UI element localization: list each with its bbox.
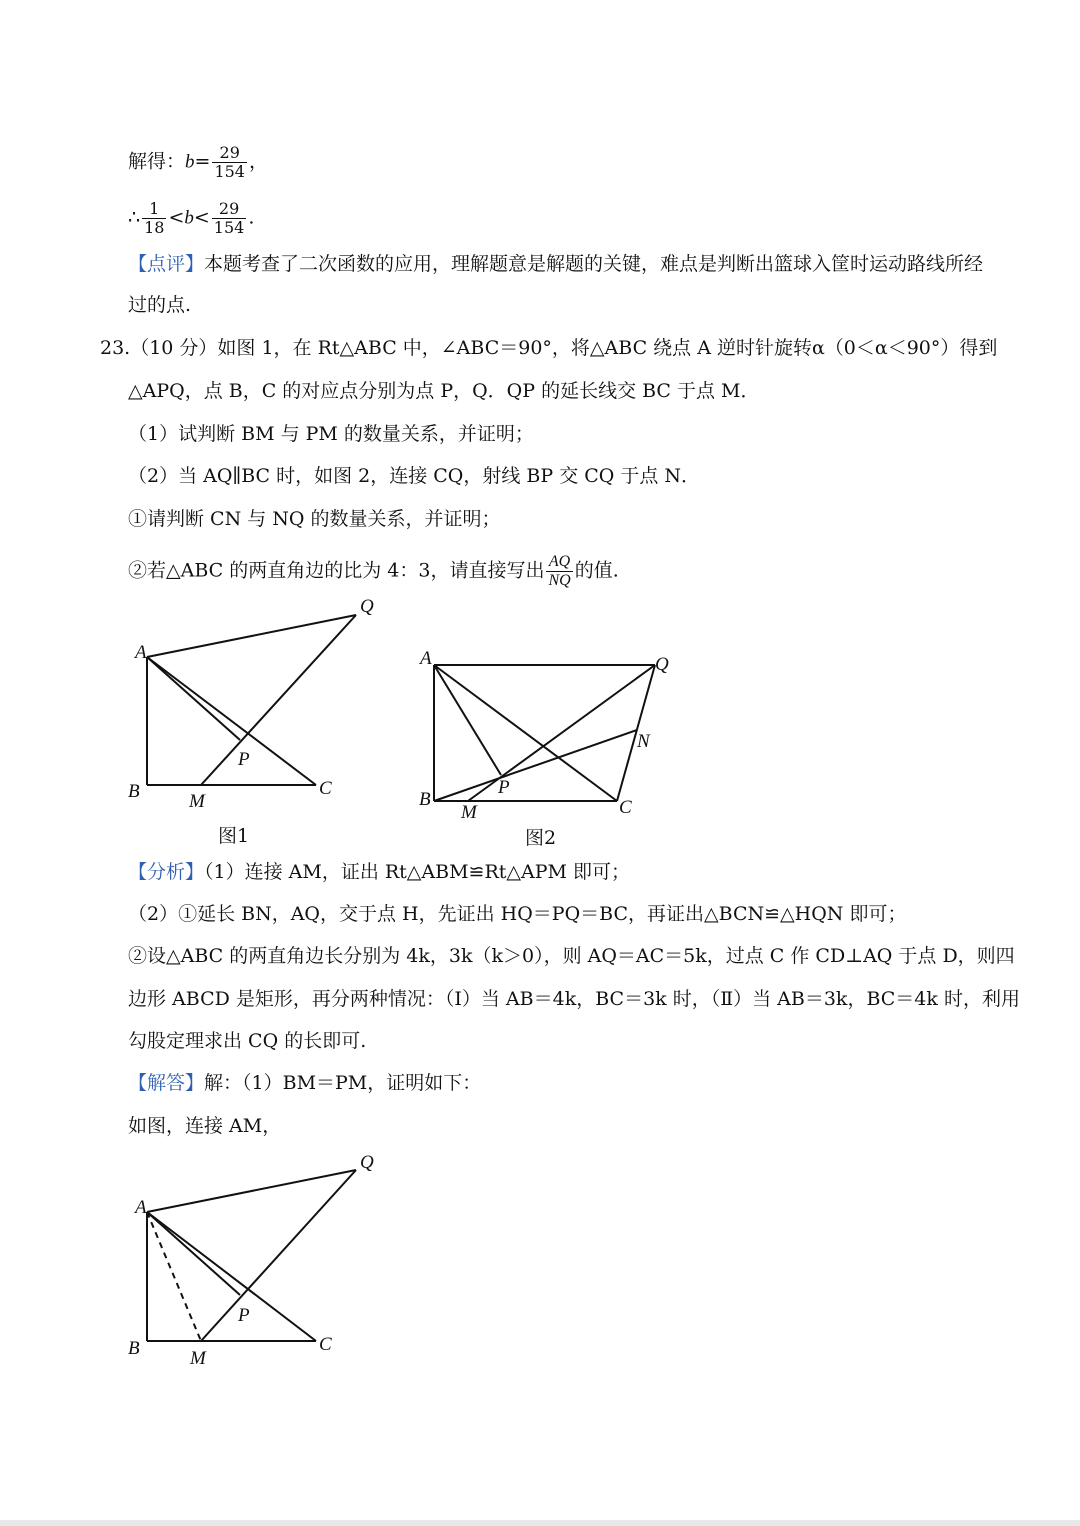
range-lt-1: < — [168, 206, 185, 229]
solve-var: b — [185, 151, 195, 173]
solve-eq: = — [194, 150, 211, 173]
question-part-2: （2）当 AQ∥BC 时，如图 2，连接 CQ，射线 BP 交 CQ 于点 N． — [128, 465, 701, 487]
comment-line-2 — [128, 291, 191, 319]
figure-1 — [120, 590, 400, 855]
fig3-label-b: B — [128, 1338, 140, 1359]
answer-line-1 — [128, 1069, 481, 1097]
question-part-1: （1）试判断 BM 与 PM 的数量关系，并证明； — [128, 423, 534, 445]
answer-tag: 【解答】 — [128, 1072, 205, 1094]
solve-fraction-den: 154 — [214, 162, 245, 181]
fig1-label-b: B — [128, 781, 140, 802]
fig1-label-c: C — [319, 778, 332, 799]
fig3-label-a: A — [135, 1197, 147, 1218]
fig3-label-p: P — [238, 1305, 250, 1326]
figure-3 — [120, 1145, 400, 1375]
sub2-suffix: 的值. — [574, 559, 619, 582]
fig2-label-c: C — [619, 797, 632, 818]
fig2-side-ac — [434, 665, 617, 801]
solve-line — [128, 144, 268, 181]
analysis-line-2: （2）①延长 BN，AQ，交于点 H，先证出 HQ＝PQ＝BC，再证出△BCN≌△HQN 即可； — [128, 903, 907, 925]
fig3-side-ac — [147, 1212, 316, 1341]
fig2-side-ap — [434, 665, 501, 775]
fig1-side-ap — [147, 657, 240, 740]
therefore-symbol: ∴ — [128, 206, 141, 229]
fig3-label-c: C — [319, 1334, 332, 1355]
comment-text-2: 过的点. — [128, 294, 192, 316]
fig1-label-p: P — [238, 749, 250, 770]
range-high-num: 29 — [212, 200, 247, 219]
analysis-text-1: （1）连接 AM，证出 Rt△ABM≌Rt△APM 即可； — [204, 861, 631, 883]
sub2-prefix: ②若△ABC 的两直角边的比为 4：3，请直接写出 — [128, 559, 545, 582]
comment-text-1: 本题考查了二次函数的应用，理解题意是解题的关键，难点是判断出篮球入筐时运动路线所经 — [204, 253, 984, 275]
solve-fraction — [212, 144, 247, 181]
question-line-1: 23.（10 分）如图 1，在 Rt△ABC 中，∠ABC＝90°，将△ABC 绕点 A 逆时针旋转α（0＜α＜90°）得到 — [100, 337, 998, 359]
analysis-line-3: ②设△ABC 的两直角边长分别为 4k，3k（k＞0），则 AQ＝AC＝5k，过点 C 作 CD⊥AQ 于点 D，则四 — [128, 945, 1015, 967]
fig1-label-q: Q — [360, 596, 374, 617]
range-end: . — [248, 206, 255, 229]
fig2-label-n: N — [637, 731, 650, 752]
fig2-label-b: B — [419, 789, 431, 810]
sub2-fraction — [546, 553, 572, 590]
fig1-label-a: A — [135, 642, 147, 663]
page-bottom-bar — [0, 1520, 1080, 1526]
fig2-caption: 图2 — [525, 827, 557, 849]
solve-prefix: 解得： — [128, 150, 186, 173]
fig3-label-m: M — [190, 1348, 206, 1369]
fig3-dashed-am — [147, 1212, 201, 1341]
answer-line-2: 如图，连接 AM， — [128, 1115, 282, 1137]
fig2-label-m: M — [461, 802, 477, 823]
figure-2 — [410, 640, 700, 855]
analysis-line-4: 边形 ABCD 是矩形，再分两种情况：（Ⅰ）当 AB＝4k，BC＝3k 时，（Ⅱ）当 AB＝3k，BC＝4k 时，利用 — [128, 988, 1020, 1010]
range-line — [128, 200, 254, 237]
solve-end: ， — [248, 150, 268, 173]
range-lt-2: < — [193, 206, 210, 229]
range-low-fraction — [142, 200, 166, 237]
fig3-side-ap — [147, 1212, 240, 1295]
question-sub-2 — [128, 553, 619, 590]
range-high-fraction — [212, 200, 247, 237]
fig1-caption: 图1 — [218, 825, 250, 847]
range-low-den: 18 — [144, 218, 165, 237]
analysis-tag: 【分析】 — [128, 861, 205, 883]
fig2-label-a: A — [420, 648, 432, 669]
fig1-side-ac — [147, 657, 316, 785]
sub2-fraction-den: NQ — [548, 572, 571, 589]
comment-tag: 【点评】 — [128, 253, 205, 275]
range-var: b — [184, 207, 194, 229]
question-line-2: △APQ，点 B，C 的对应点分别为点 P，Q．QP 的延长线交 BC 于点 M． — [128, 380, 760, 402]
solve-fraction-num: 29 — [212, 144, 247, 163]
range-low-num: 1 — [142, 200, 166, 219]
analysis-line-1 — [128, 858, 630, 886]
sub2-fraction-num: AQ — [546, 553, 572, 572]
fig2-label-q: Q — [655, 654, 669, 675]
analysis-line-5: 勾股定理求出 CQ 的长即可. — [128, 1030, 367, 1052]
fig3-label-q: Q — [360, 1152, 374, 1173]
question-sub-1: ①请判断 CN 与 NQ 的数量关系，并证明； — [128, 508, 501, 530]
fig1-label-m: M — [189, 791, 205, 812]
range-high-den: 154 — [213, 218, 245, 237]
answer-text-1: 解：（1）BM＝PM，证明如下： — [204, 1072, 482, 1094]
fig2-label-p: P — [498, 777, 510, 798]
comment-line-1 — [128, 250, 983, 278]
